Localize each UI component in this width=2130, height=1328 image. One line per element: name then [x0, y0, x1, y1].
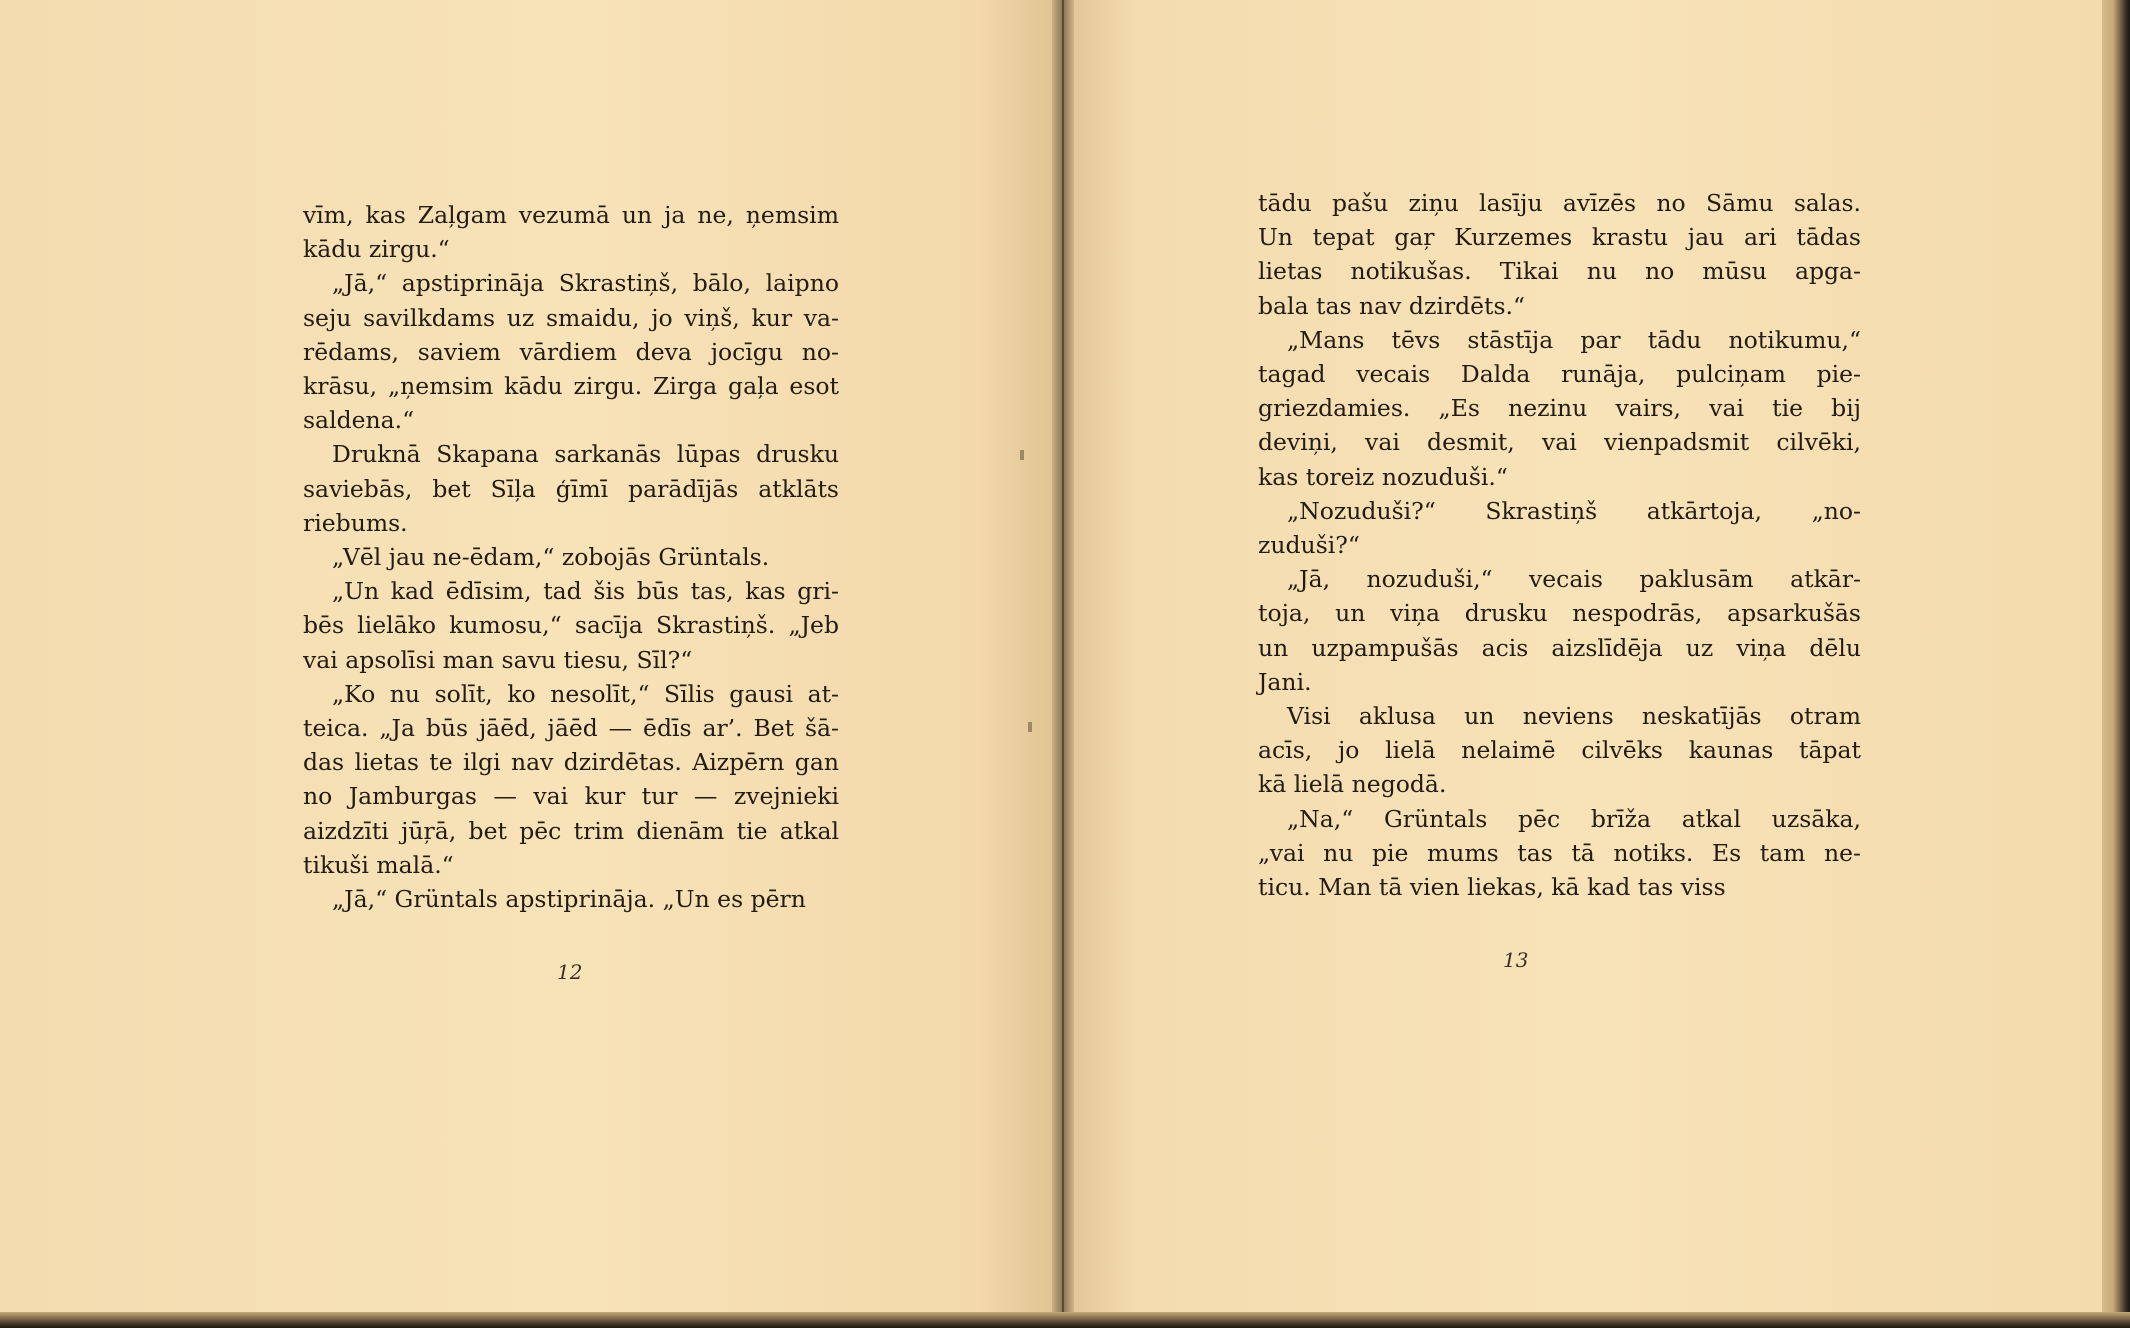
- text-line: krāsu, „ņemsim kādu zirgu. Zirga gaļa esot: [303, 372, 839, 401]
- text-line: „Jā, nozuduši,“ vecais paklusām atkār-: [1287, 565, 1861, 594]
- left-page-text: [303, 198, 839, 916]
- text-line: griezdamies. „Es nezinu vairs, vai tie bij: [1258, 394, 1861, 423]
- book-gutter: [1052, 0, 1074, 1312]
- text-line: bala tas nav dzirdēts.“: [1258, 291, 1526, 320]
- text-line: saldena.“: [303, 406, 415, 435]
- paper-speck: [1028, 722, 1032, 732]
- text-line: „vai nu pie mums tas tā notiks. Es tam ne-: [1258, 838, 1861, 867]
- page-number-right: 13: [1503, 948, 1529, 972]
- text-line: seju savilkdams uz smaidu, jo viņš, kur va-: [303, 303, 839, 332]
- text-line: deviņi, vai desmit, vai vienpadsmit cilvēki,: [1258, 428, 1861, 457]
- text-line: „Jā,“ apstiprināja Skrastiņš, bālo, laipno: [332, 269, 839, 298]
- paper-speck: [1020, 450, 1024, 460]
- text-line: vai apsolīsi man savu tiesu, Sīl?“: [303, 645, 693, 674]
- text-line: „Nozuduši?“ Skrastiņš atkārtoja, „no-: [1287, 496, 1861, 525]
- text-line: „Ko nu solīt, ko nesolīt,“ Sīlis gausi at-: [332, 679, 839, 708]
- text-line: Un tepat gaŗ Kurzemes krastu jau ari tādas: [1258, 223, 1861, 252]
- text-line: vīm, kas Zaļgam vezumā un ja ne, ņemsim: [303, 201, 839, 229]
- text-line: teica. „Ja būs jāēd, jāēd — ēdīs ar’. Bet šā-: [303, 714, 839, 743]
- text-line: bēs lielāko kumosu,“ sacīja Skrastiņš. „Jeb: [303, 611, 839, 640]
- text-line: tādu pašu ziņu lasīju avīzēs no Sāmu salas.: [1258, 189, 1861, 217]
- text-line: kas toreiz nozuduši.“: [1258, 462, 1508, 491]
- text-line: Visi aklusa un neviens neskatījās otram: [1287, 702, 1861, 731]
- book-edge-right: [2102, 0, 2130, 1328]
- page-number-left: 12: [557, 960, 583, 984]
- text-line: „Un kad ēdīsim, tad šis būs tas, kas gri-: [332, 577, 839, 606]
- text-line: saviebās, bet Sīļa ģīmī parādījās atklāts: [303, 474, 839, 503]
- text-line: lietas notikušas. Tikai nu no mūsu apga-: [1258, 257, 1861, 286]
- text-line: kā lielā negodā.: [1258, 770, 1447, 799]
- text-line: „Vēl jau ne-ēdam,“ zobojās Grüntals.: [332, 543, 770, 572]
- text-line: un uzpampušās acis aizslīdēja uz viņa dēlu: [1258, 633, 1861, 662]
- text-line: Jani.: [1258, 667, 1312, 696]
- text-line: das lietas te ilgi nav dzirdētas. Aizpērn gan: [303, 748, 839, 777]
- text-line: tikuši malā.“: [303, 850, 454, 879]
- text-line: zuduši?“: [1258, 531, 1360, 560]
- text-line: no Jamburgas — vai kur tur — zvejnieki: [303, 782, 839, 811]
- text-line: toja, un viņa drusku nespodrās, apsarkušās: [1258, 599, 1861, 628]
- left-page: [0, 0, 1052, 1312]
- text-line: riebums.: [303, 508, 408, 537]
- text-line: ticu. Man tā vien liekas, kā kad tas viss: [1258, 873, 1726, 902]
- right-page-text: [1258, 186, 1861, 904]
- text-line: „Mans tēvs stāstīja par tādu notikumu,“: [1287, 325, 1861, 354]
- text-line: kādu zirgu.“: [303, 235, 450, 264]
- text-line: rēdams, saviem vārdiem deva jocīgu no-: [303, 337, 839, 366]
- right-page: [1074, 0, 2102, 1312]
- text-line: „Na,“ Grüntals pēc brīža atkal uzsāka,: [1287, 804, 1861, 833]
- text-line: acīs, jo lielā nelaimē cilvēks kaunas tāpat: [1258, 736, 1861, 765]
- text-line: aizdzīti jūŗā, bet pēc trim dienām tie atkal: [303, 816, 839, 845]
- text-line: Druknā Skapana sarkanās lūpas drusku: [332, 440, 839, 469]
- text-line: „Jā,“ Grüntals apstiprināja. „Un es pērn: [332, 885, 806, 914]
- book-edge-bottom: [0, 1312, 2130, 1328]
- text-line: tagad vecais Dalda runāja, pulciņam pie-: [1258, 360, 1861, 389]
